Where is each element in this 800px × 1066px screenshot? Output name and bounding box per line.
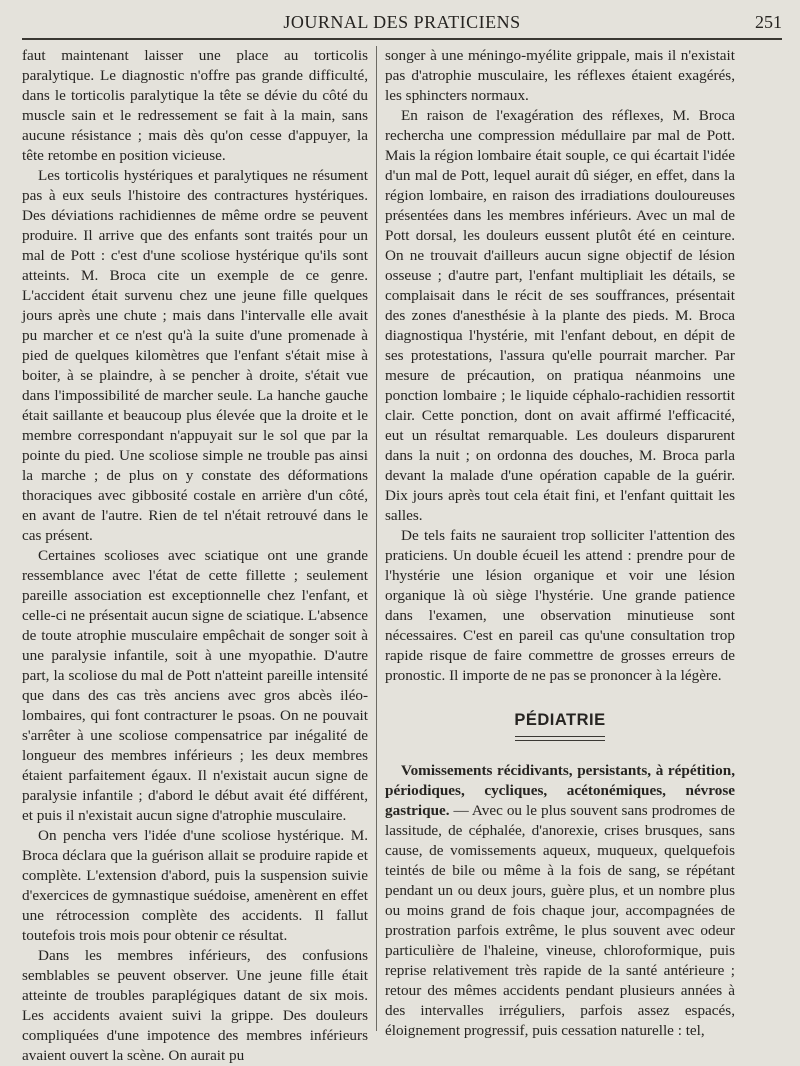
paragraph: Les torticolis hystériques et paralytiques ne résument pas à eux seuls l'histoire des contractures hystériques. Des déviations rachidiennes de même ordre se peuvent produire. Il arrive que des enfants sont traités pour un mal de Pott : c'est d'une scoliose hystérique qu'ils sont atteints. M. Broca cite un exemple de ce genre. L'accident était survenu chez une jeune fille quelques jours après une chute ; mais dans l'intervalle elle avait pu marcher et ce n'est qu'à la suite d'une promenade à pied de quelques kilomètres que l'enfant s'était mise à boiter, à se plaindre, à se pencher à droite, s'était vue dans l'impossibilité de marcher seule. La hanche gauche était saillante et beaucoup plus élevée que la droite et le membre correspondant n'appuyait sur le sol que par la pointe du pied. Une scoliose simple ne trouble pas ainsi la marche ; de plus on y constate des déformations thoraciques avec gibbosité costale en arrière d'un côté, en avant de l'autre. Rien de tel n'était retrouvé dans le cas présent. xyxy=(22,167,368,544)
paragraph: Dans les membres inférieurs, des confusions semblables se peuvent observer. Une jeune fille était atteinte de troubles paraplégiques datant de six mois. Les accidents avaient suivi la grippe. Des douleurs compliquées d'une impotence des membres inférieurs avaient ouvert la scène. On aurait pu xyxy=(22,947,368,1064)
page-number: 251 xyxy=(755,12,782,32)
article-text: — Avec ou le plus souvent sans prodromes de lassitude, de céphalée, d'anorexie, crises brusques, sans cause, de vomissements aqueux, muqueux, quelquefois teintés de bile ou même à la fois de sang, se répétant pendant un ou deux jours, guère plus, et un nombre plus ou moins grand de fois chaque jour, accompagnées de prostration parfois extrême, le plus souvent avec odeur particulière de l'haleine, vineuse, chloroformique, puis reprise relativement très rapide de la santé antérieure ; retour des mêmes accidents pendant plusieurs années à des intervalles irréguliers, parfois assez espacés, éloignement progressif, puis cessation naturelle : tel, xyxy=(385,802,735,1039)
column-divider xyxy=(376,46,377,1031)
paragraph: faut maintenant laisser une place au torticolis paralytique. Le diagnostic n'offre pas grande difficulté, dans le torticolis paralytique la tête se dévie du côté du muscle sain et le redressement se fait à la main, sans aucune résistance ; mais dès qu'on cesse d'appuyer, la tête retombe en position vicieuse. xyxy=(22,47,368,164)
page-header xyxy=(22,0,782,40)
paragraph: songer à une méningo-myélite grippale, mais il n'existait pas d'atrophie musculaire, les réflexes étaient exagérés, les sphincters normaux. xyxy=(385,47,735,104)
right-column xyxy=(385,46,735,1041)
left-column xyxy=(22,46,368,1066)
paragraph: En raison de l'exagération des réflexes, M. Broca rechercha une compression médullaire par mal de Pott. Mais la région lombaire était souple, ce qui écartait l'idée d'un mal de Pott, lequel aurait dû siéger, en effet, dans la région lombaire, en raison des irradiations douloureuses présentées dans les membres inférieurs. Avec un mal de Pott dorsal, les douleurs eussent plutôt été en ceinture. On ne trouvait d'ailleurs aucun signe objectif de lésion osseuse ; d'autre part, l'enfant multipliait les détails, se complaisait dans le récit de ses souffrances, présentait des zones d'anesthésie à la plante des pieds. M. Broca diagnostiqua l'hystérie, mit l'enfant debout, en dépit de ses protestations, l'assura qu'elle pourrait marcher. Par mesure de précaution, on pratiqua néanmoins une ponction lombaire ; le liquide céphalo-rachidien ressortit clair. Cette ponction, dont on avait affirmé l'efficacité, eut un résultat remarquable. Les douleurs disparurent dans la nuit ; on ordonna des douches, M. Broca parla devant la malade d'une opération capable de la guérir. Dix jours après tout cela était fini, et l'enfant quittait les salles. xyxy=(385,107,735,524)
paragraph: Certaines scolioses avec sciatique ont une grande ressemblance avec l'état de cette fillette ; seulement pareille association est exceptionnelle chez l'enfant, et celle-ci ne présentait aucun signe de sciatique. L'absence de toute atrophie musculaire empêchait de songer soit à une paralysie infantile, soit à une myopathie. D'autre part, la scoliose du mal de Pott n'atteint pareille intensité que dans des cas très anciens avec gros abcès iléo-lombaires, qui font contracturer le psoas. On ne pouvait s'arrêter à une scoliose compensatrice par inégalité de longueur des membres inférieurs ; les deux membres étaient parfaitement égaux. Il n'existait aucun signe de paralysie infantile ; d'abord le début avait été différent, et puis il n'existait aucun signe d'atrophie musculaire. xyxy=(22,547,368,824)
section-rule xyxy=(515,736,605,741)
article-lead: Vomissements récidivants, persistants, à répétition, périodiques, cycliques, acétonémiques, névrose gastrique. xyxy=(385,762,735,819)
section-title: PÉDIATRIE xyxy=(514,711,606,729)
paragraph: De tels faits ne sauraient trop solliciter l'attention des praticiens. Un double écueil les attend : prendre pour de l'hystérie une lésion organique et voir une lésion organique là où siège l'hystérie. Une grande patience dans l'examen, une observation minutieuse sont nécessaires. C'est en pareil cas qu'une consultation trop rapide risque de faire commettre de grosses erreurs de pronostic. Il importe de ne pas se prononcer à la légère. xyxy=(385,527,735,684)
journal-title: JOURNAL DES PRATICIENS xyxy=(283,12,521,32)
paragraph: On pencha vers l'idée d'une scoliose hystérique. M. Broca déclara que la guérison allait se produire rapide et complète. L'extension d'abord, puis la suspension suivie d'exercices de gymnastique suédoise, amenèrent en effet une rétrocession complète des accidents. Il fallut toutefois trois mois pour obtenir ce résultat. xyxy=(22,827,368,944)
paragraph xyxy=(385,761,735,1041)
